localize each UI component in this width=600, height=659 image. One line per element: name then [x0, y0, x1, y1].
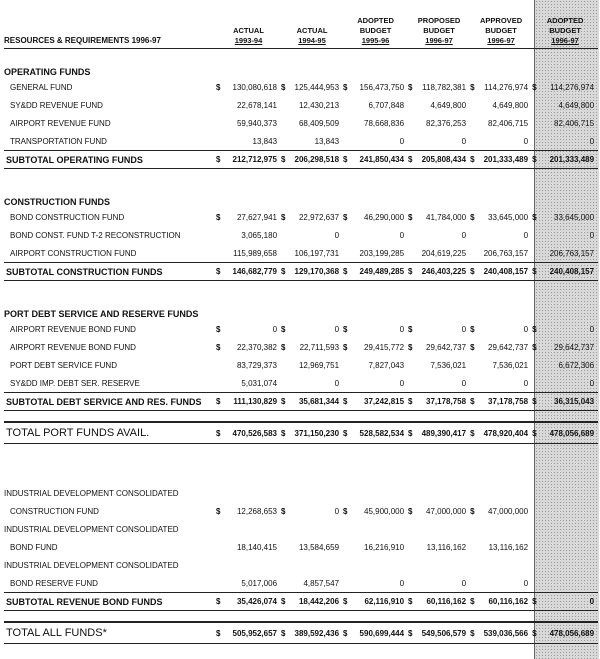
amount-cell: 0 [523, 378, 529, 388]
currency-sign [343, 374, 353, 393]
currency-sign: $ [343, 324, 348, 334]
amount-cell: 0 [461, 324, 467, 334]
header-row [4, 2, 598, 49]
group-label-row [4, 520, 598, 538]
amount-cell: 0 [461, 136, 467, 146]
amount-cell: 0 [523, 324, 529, 334]
currency-sign: $ [281, 506, 286, 516]
currency-sign: $ [408, 622, 418, 644]
currency-sign [216, 226, 226, 244]
currency-sign: $ [343, 506, 348, 516]
amount-cell: 29,642,737 [488, 342, 529, 352]
group-label: INDUSTRIAL DEVELOPMENT CONSOLIDATED [4, 524, 179, 534]
currency-sign [281, 538, 291, 556]
section-heading: OPERATING FUNDS [4, 67, 91, 77]
currency-sign [281, 114, 291, 132]
amount-cell: 240,408,157 [542, 263, 598, 281]
subtotal-row [4, 593, 598, 611]
amount-cell: 240,408,157 [480, 263, 532, 281]
currency-sign: $ [216, 324, 221, 334]
currency-sign [343, 244, 353, 263]
amount-cell: 60,116,162 [480, 593, 532, 611]
currency-sign: $ [408, 212, 413, 222]
column-header-proposed-1996-97: PROPOSED BUDGET 1996-97 [408, 2, 470, 49]
row-label: SY&DD REVENUE FUND [10, 100, 103, 110]
currency-sign: $ [532, 422, 542, 444]
amount-cell: 35,426,074 [226, 593, 281, 611]
currency-sign: $ [281, 324, 286, 334]
amount-cell: 29,415,772 [364, 342, 405, 352]
currency-sign: $ [532, 342, 537, 352]
table-row [4, 78, 598, 96]
amount-cell: 204,619,225 [421, 248, 467, 258]
currency-sign [408, 356, 418, 374]
amount-cell: 203,199,285 [359, 248, 405, 258]
currency-sign: $ [343, 593, 353, 611]
currency-sign [343, 96, 353, 114]
total-all-funds-row [4, 622, 598, 644]
currency-sign [532, 502, 542, 520]
currency-sign: $ [281, 212, 286, 222]
currency-sign [470, 96, 480, 114]
currency-sign: $ [470, 324, 475, 334]
amount-cell: 111,130,829 [226, 393, 281, 411]
amount-cell: 82,406,715 [488, 118, 529, 128]
amount-cell: 13,584,659 [298, 542, 340, 552]
currency-sign [408, 132, 418, 151]
amount-cell: 118,782,381 [422, 82, 467, 92]
currency-sign: $ [281, 151, 291, 169]
amount-cell: 5,017,006 [241, 578, 278, 588]
currency-sign [343, 114, 353, 132]
currency-sign: $ [470, 82, 475, 92]
amount-cell: 125,444,953 [294, 82, 340, 92]
amount-cell: 0 [523, 136, 529, 146]
amount-cell: 13,843 [252, 136, 278, 146]
amount-cell: 0 [589, 324, 595, 334]
amount-cell: 83,729,373 [236, 360, 278, 370]
table-row [4, 244, 598, 263]
currency-sign [281, 574, 291, 593]
amount-cell: 6,707,848 [368, 100, 405, 110]
amount-cell: 22,711,593 [299, 342, 340, 352]
amount-cell: 13,116,162 [426, 542, 467, 552]
currency-sign: $ [408, 324, 413, 334]
amount-cell: 12,268,653 [236, 506, 278, 516]
currency-sign [470, 538, 480, 556]
amount-cell: 18,442,206 [291, 593, 343, 611]
currency-sign: $ [408, 393, 418, 411]
currency-sign: $ [408, 593, 418, 611]
amount-cell [542, 538, 598, 556]
currency-sign: $ [281, 82, 286, 92]
currency-sign [532, 574, 542, 593]
amount-cell: 0 [461, 378, 467, 388]
amount-cell: 478,056,689 [542, 622, 598, 644]
currency-sign: $ [343, 422, 353, 444]
amount-cell: 505,952,657 [226, 622, 281, 644]
table-row [4, 208, 598, 226]
currency-sign: $ [532, 393, 542, 411]
amount-cell: 115,989,658 [233, 248, 278, 258]
column-header-approved-1996-97: APPROVED BUDGET 1996-97 [470, 2, 532, 49]
amount-cell: 249,489,285 [353, 263, 408, 281]
amount-cell: 590,699,444 [353, 622, 408, 644]
amount-cell: 12,430,213 [298, 100, 340, 110]
currency-sign: $ [343, 263, 353, 281]
currency-sign: $ [216, 263, 226, 281]
currency-sign: $ [408, 82, 413, 92]
currency-sign: $ [532, 212, 537, 222]
subtotal-row [4, 393, 598, 411]
currency-sign [532, 538, 542, 556]
amount-cell: 47,000,000 [488, 506, 529, 516]
amount-cell: 37,178,758 [480, 393, 532, 411]
amount-cell: 478,920,404 [480, 422, 532, 444]
amount-cell: 4,649,800 [430, 100, 467, 110]
amount-cell: 0 [272, 324, 278, 334]
amount-cell: 0 [334, 506, 340, 516]
row-label: TOTAL PORT FUNDS AVAIL. [4, 422, 216, 444]
currency-sign [470, 374, 480, 393]
currency-sign [470, 132, 480, 151]
currency-sign: $ [281, 342, 286, 352]
currency-sign: $ [343, 212, 348, 222]
row-label: AIRPORT REVENUE FUND [10, 118, 111, 128]
amount-cell: 13,843 [314, 136, 340, 146]
currency-sign: $ [470, 506, 475, 516]
amount-cell: 0 [589, 230, 595, 240]
currency-sign: $ [343, 82, 348, 92]
amount-cell: 0 [523, 578, 529, 588]
currency-sign: $ [281, 622, 291, 644]
amount-cell: 0 [399, 578, 405, 588]
table-row [4, 538, 598, 556]
currency-sign [532, 132, 542, 151]
currency-sign: $ [216, 151, 226, 169]
row-label: BOND CONST. FUND T-2 RECONSTRUCTION [10, 230, 181, 240]
amount-cell: 528,582,534 [353, 422, 408, 444]
amount-cell: 29,642,737 [426, 342, 467, 352]
row-label: SUBTOTAL DEBT SERVICE AND RES. FUNDS [4, 393, 216, 411]
amount-cell: 241,850,434 [353, 151, 408, 169]
amount-cell: 0 [334, 230, 340, 240]
amount-cell: 46,290,000 [364, 212, 405, 222]
amount-cell: 0 [399, 230, 405, 240]
currency-sign: $ [343, 342, 348, 352]
amount-cell: 60,116,162 [418, 593, 470, 611]
currency-sign: $ [532, 263, 542, 281]
section-heading: CONSTRUCTION FUNDS [4, 197, 110, 207]
currency-sign: $ [216, 622, 226, 644]
currency-sign: $ [281, 422, 291, 444]
amount-cell: 114,276,974 [550, 82, 595, 92]
currency-sign: $ [216, 393, 226, 411]
amount-cell: 206,298,518 [291, 151, 343, 169]
amount-cell: 82,376,253 [426, 118, 467, 128]
currency-sign [216, 132, 226, 151]
amount-cell: 201,333,489 [542, 151, 598, 169]
currency-sign [343, 226, 353, 244]
subtotal-row [4, 151, 598, 169]
amount-cell: 130,080,618 [232, 82, 278, 92]
row-label: CONSTRUCTION FUND [10, 506, 99, 516]
table-row [4, 338, 598, 356]
currency-sign [470, 356, 480, 374]
row-label: BOND FUND [10, 542, 58, 552]
amount-cell: 6,672,306 [558, 360, 595, 370]
amount-cell: 37,242,815 [353, 393, 408, 411]
currency-sign [216, 244, 226, 263]
currency-sign [216, 374, 226, 393]
row-label: AIRPORT REVENUE BOND FUND [10, 342, 136, 352]
amount-cell: 129,170,368 [291, 263, 343, 281]
currency-sign: $ [343, 393, 353, 411]
currency-sign [281, 356, 291, 374]
currency-sign [532, 96, 542, 114]
currency-sign: $ [281, 393, 291, 411]
amount-cell: 549,506,579 [418, 622, 470, 644]
amount-cell: 62,116,910 [353, 593, 408, 611]
currency-sign: $ [470, 422, 480, 444]
row-label: AIRPORT CONSTRUCTION FUND [10, 248, 137, 258]
currency-sign: $ [216, 422, 226, 444]
currency-sign [408, 374, 418, 393]
amount-cell: 0 [399, 324, 405, 334]
currency-sign [470, 114, 480, 132]
row-label: SUBTOTAL REVENUE BOND FUNDS [4, 593, 216, 611]
amount-cell: 22,972,637 [298, 212, 340, 222]
row-label: SUBTOTAL OPERATING FUNDS [4, 151, 216, 169]
column-header-actual-1993-94: ACTUAL 1993-94 [216, 2, 281, 49]
row-label: GENERAL FUND [10, 82, 73, 92]
amount-cell: 0 [334, 378, 340, 388]
currency-sign: $ [216, 82, 221, 92]
currency-sign: $ [532, 151, 542, 169]
subtotal-row [4, 263, 598, 281]
currency-sign [532, 114, 542, 132]
currency-sign [532, 244, 542, 263]
currency-sign: $ [216, 506, 221, 516]
currency-sign: $ [532, 324, 537, 334]
currency-sign [532, 374, 542, 393]
amount-cell: 0 [589, 378, 595, 388]
amount-cell: 33,645,000 [554, 212, 595, 222]
amount-cell: 29,642,737 [554, 342, 595, 352]
amount-cell: 489,390,417 [418, 422, 470, 444]
currency-sign [343, 356, 353, 374]
amount-cell: 0 [589, 136, 595, 146]
currency-sign: $ [408, 263, 418, 281]
table-row [4, 114, 598, 132]
row-label: PORT DEBT SERVICE FUND [10, 360, 117, 370]
currency-sign [408, 226, 418, 244]
currency-sign [408, 96, 418, 114]
currency-sign [343, 574, 353, 593]
amount-cell: 47,000,000 [426, 506, 467, 516]
amount-cell: 5,031,074 [241, 378, 278, 388]
currency-sign [281, 132, 291, 151]
amount-cell: 4,857,547 [303, 578, 340, 588]
group-label: INDUSTRIAL DEVELOPMENT CONSOLIDATED [4, 560, 179, 570]
amount-cell: 478,056,689 [542, 422, 598, 444]
amount-cell: 68,409,509 [298, 118, 340, 128]
row-label: BOND CONSTRUCTION FUND [10, 212, 125, 222]
amount-cell: 82,406,715 [554, 118, 595, 128]
amount-cell: 18,140,415 [236, 542, 278, 552]
table-row [4, 132, 598, 151]
currency-sign [281, 374, 291, 393]
amount-cell: 35,681,344 [291, 393, 343, 411]
amount-cell: 59,940,373 [236, 118, 278, 128]
amount-cell: 0 [461, 578, 467, 588]
resources-requirements-table [4, 2, 598, 644]
currency-sign: $ [470, 622, 480, 644]
amount-cell: 33,645,000 [488, 212, 529, 222]
currency-sign: $ [470, 212, 475, 222]
amount-cell: 4,649,800 [558, 100, 595, 110]
currency-sign: $ [343, 622, 353, 644]
amount-cell: 7,536,021 [492, 360, 529, 370]
currency-sign: $ [532, 82, 537, 92]
currency-sign: $ [216, 342, 221, 352]
currency-sign: $ [470, 342, 475, 352]
amount-cell: 156,473,750 [359, 82, 405, 92]
amount-cell: 146,682,779 [226, 263, 281, 281]
currency-sign [216, 538, 226, 556]
currency-sign [408, 574, 418, 593]
table-row [4, 502, 598, 520]
currency-sign [281, 226, 291, 244]
amount-cell: 539,036,566 [480, 622, 532, 644]
currency-sign [216, 96, 226, 114]
amount-cell: 3,065,180 [241, 230, 278, 240]
amount-cell: 106,197,731 [294, 248, 340, 258]
currency-sign [281, 96, 291, 114]
amount-cell: 0 [542, 593, 598, 611]
amount-cell: 246,403,225 [418, 263, 470, 281]
amount-cell: 37,178,758 [418, 393, 470, 411]
amount-cell: 0 [523, 230, 529, 240]
currency-sign [408, 114, 418, 132]
amount-cell: 212,712,975 [226, 151, 281, 169]
currency-sign: $ [470, 263, 480, 281]
amount-cell: 4,649,800 [492, 100, 529, 110]
currency-sign [532, 226, 542, 244]
row-label: BOND RESERVE FUND [10, 578, 98, 588]
amount-cell: 0 [399, 136, 405, 146]
table-row [4, 96, 598, 114]
amount-cell: 78,668,836 [364, 118, 405, 128]
currency-sign: $ [408, 506, 413, 516]
amount-cell: 22,370,382 [236, 342, 278, 352]
amount-cell: 206,763,157 [549, 248, 595, 258]
amount-cell: 13,116,162 [488, 542, 529, 552]
row-label: SUBTOTAL CONSTRUCTION FUNDS [4, 263, 216, 281]
column-header-adopted-1995-96: ADOPTED BUDGET 1995-96 [343, 2, 408, 49]
amount-cell: 389,592,436 [291, 622, 343, 644]
amount-cell: 0 [334, 324, 340, 334]
currency-sign [470, 226, 480, 244]
row-label: TRANSPORTATION FUND [10, 136, 107, 146]
group-label-row [4, 484, 598, 502]
currency-sign [532, 356, 542, 374]
amount-cell: 470,526,583 [226, 422, 281, 444]
amount-cell: 205,808,434 [418, 151, 470, 169]
amount-cell: 12,969,751 [298, 360, 340, 370]
amount-cell: 206,763,157 [483, 248, 529, 258]
currency-sign [408, 538, 418, 556]
total-port-funds-row [4, 422, 598, 444]
currency-sign: $ [470, 393, 480, 411]
row-label: TOTAL ALL FUNDS* [4, 622, 216, 644]
amount-cell: 0 [399, 378, 405, 388]
currency-sign: $ [216, 212, 221, 222]
currency-sign: $ [216, 593, 226, 611]
currency-sign [281, 244, 291, 263]
column-header-adopted-1996-97: ADOPTED BUDGET 1996-97 [532, 2, 598, 49]
currency-sign [216, 356, 226, 374]
currency-sign [343, 538, 353, 556]
currency-sign: $ [408, 422, 418, 444]
currency-sign [216, 574, 226, 593]
amount-cell: 0 [461, 230, 467, 240]
currency-sign [470, 244, 480, 263]
table-title: RESOURCES & REQUIREMENTS 1996-97 [4, 2, 216, 49]
amount-cell [542, 574, 598, 593]
table-row [4, 356, 598, 374]
currency-sign [343, 132, 353, 151]
row-label: AIRPORT REVENUE BOND FUND [10, 324, 136, 334]
currency-sign: $ [470, 151, 480, 169]
currency-sign: $ [408, 151, 418, 169]
amount-cell: 41,784,000 [426, 212, 467, 222]
currency-sign: $ [408, 342, 413, 352]
group-label: INDUSTRIAL DEVELOPMENT CONSOLIDATED [4, 488, 179, 498]
amount-cell: 22,678,141 [236, 100, 278, 110]
amount-cell: 27,627,941 [236, 212, 278, 222]
currency-sign: $ [281, 263, 291, 281]
currency-sign [216, 114, 226, 132]
currency-sign: $ [532, 622, 542, 644]
currency-sign: $ [470, 593, 480, 611]
table-row [4, 226, 598, 244]
amount-cell: 7,827,043 [368, 360, 405, 370]
table-row [4, 574, 598, 593]
currency-sign: $ [343, 151, 353, 169]
table-row [4, 374, 598, 393]
currency-sign: $ [532, 593, 542, 611]
amount-cell: 16,216,910 [364, 542, 405, 552]
amount-cell: 201,333,489 [480, 151, 532, 169]
group-label-row [4, 556, 598, 574]
column-header-actual-1994-95: ACTUAL 1994-95 [281, 2, 343, 49]
amount-cell [542, 502, 598, 520]
currency-sign: $ [281, 593, 291, 611]
amount-cell: 7,536,021 [430, 360, 467, 370]
amount-cell: 371,150,230 [291, 422, 343, 444]
section-heading: PORT DEBT SERVICE AND RESERVE FUNDS [4, 309, 199, 319]
amount-cell: 36,315,043 [542, 393, 598, 411]
amount-cell: 45,900,000 [364, 506, 405, 516]
currency-sign [470, 574, 480, 593]
currency-sign [408, 244, 418, 263]
row-label: SY&DD IMP. DEBT SER. RESERVE [10, 378, 140, 388]
table-row [4, 320, 598, 338]
amount-cell: 114,276,974 [484, 82, 529, 92]
